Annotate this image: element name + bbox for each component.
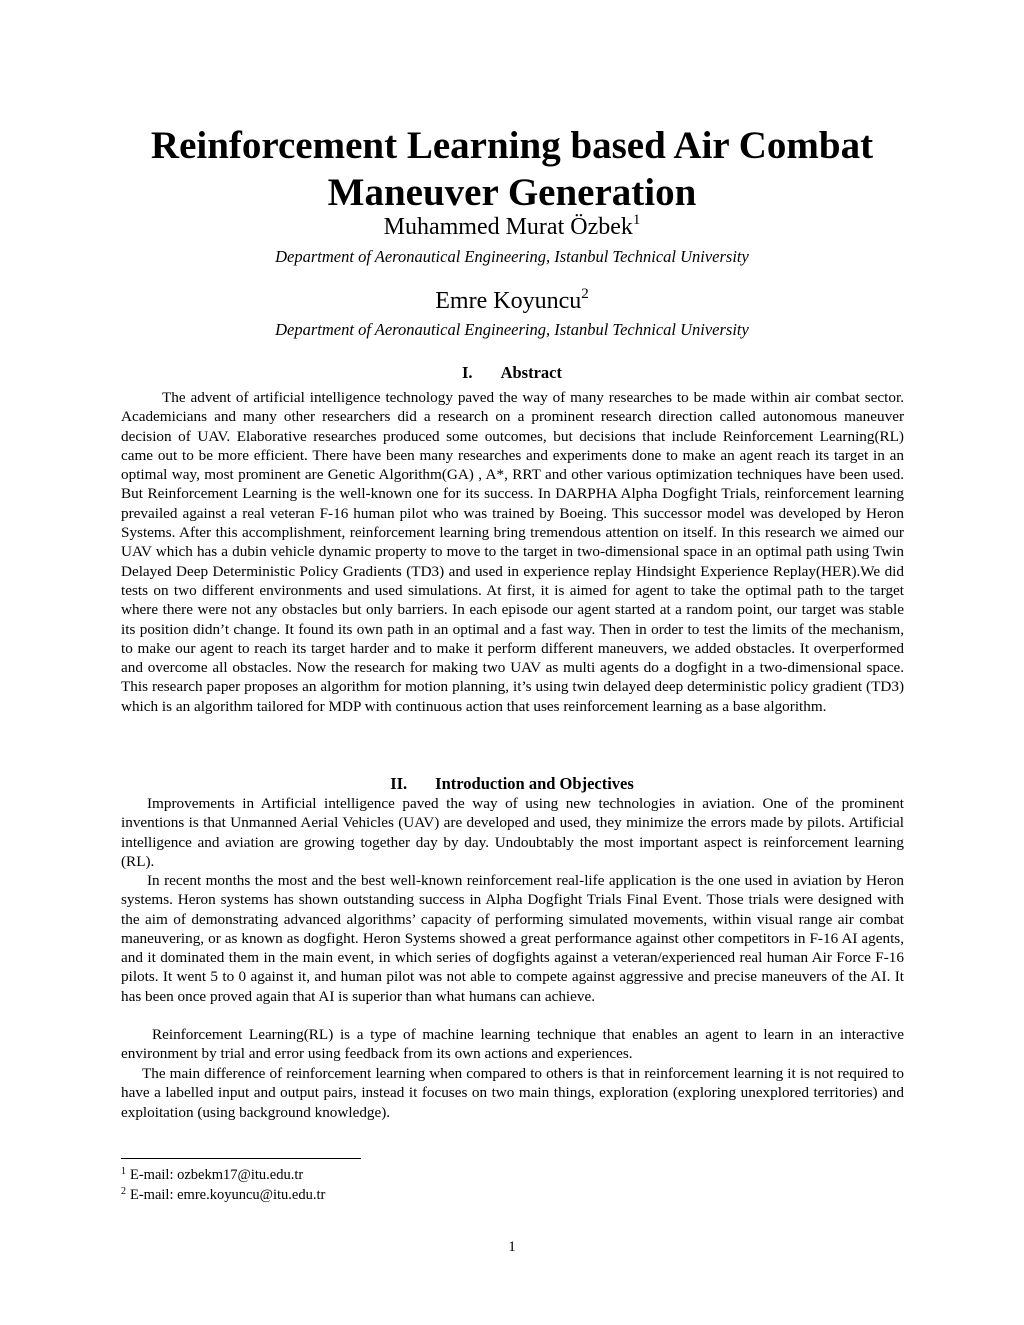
footnote-2	[121, 1186, 325, 1204]
footnote-text: E-mail: ozbekm17@itu.edu.tr	[130, 1167, 304, 1183]
footnote-text: E-mail: emre.koyuncu@itu.edu.tr	[130, 1187, 326, 1203]
footnote-divider	[121, 1158, 361, 1159]
intro-paragraph-2: In recent months the most and the best well-known reinforcement real-life application is the one used in aviation by Heron systems. Heron systems has shown outstanding success in Alpha Dogfight Trials Final Event. Those trials were designed with the aim of demonstrating advanced algorithms’ capacity of performing simulated movements, within visual range air combat maneuvering, or as known as dogfight. Heron Systems showed a great performance against other competitors in F-16 AI agents, and it dominated them in the main event, in which series of dogfights against a veteran/experienced real human Air Force F-16 pilots. It went 5 to 0 against it, and human pilot was not able to compete against aggressive and precise maneuvers of the AI. It has been once proved again that AI is superior than what humans can achieve.	[121, 872, 904, 1005]
paper-title: Reinforcement Learning based Air Combat Maneuver Generation	[150, 124, 874, 214]
intro-paragraph-4: The main difference of reinforcement learning when compared to others is that in reinforcement learning it is not required to have a labelled input and output pairs, instead it focuses on two main things, exploration (exploring unexplored territories) and exploitation (using background knowledge).	[121, 1065, 904, 1121]
section-heading-abstract	[120, 363, 904, 383]
section-heading-introduction	[120, 774, 904, 794]
author-2	[100, 286, 924, 316]
intro-paragraph-1: Improvements in Artificial intelligence paved the way of using new technologies in aviation. One of the prominent inventions is that Unmanned Aerial Vehicles (UAV) are developed and used, they minimize the errors made by pilots. Artificial intelligence and aviation are growing together day by day. Undoubtably the most important aspect is reinforcement learning (RL).	[121, 795, 904, 870]
section-number: I.	[462, 363, 473, 382]
intro-paragraph-3: Reinforcement Learning(RL) is a type of machine learning technique that enables an agent to learn in an interactive environment by trial and error using feedback from its own actions and experiences.	[121, 1026, 904, 1063]
author-2-affiliation: Department of Aeronautical Engineering, Istanbul Technical University	[275, 320, 749, 339]
author-2-name: Emre Koyuncu	[435, 288, 582, 314]
section-title: Abstract	[500, 363, 562, 382]
author-1-footnote-marker: 1	[632, 212, 641, 228]
section-number: II.	[390, 774, 408, 793]
page-number: 1	[508, 1239, 516, 1255]
abstract-paragraph: The advent of artificial intelligence technology paved the way of many researches to be made within air combat sector. Academicians and many other researchers did a research on a prominent research direction called autonomous maneuver decision of UAV. Elaborative researches produced some outcomes, but decisions that include Reinforcement Learning(RL) came out to be more efficient. There have been many researches and experiments done to make an agent reach its target in an optimal way, most prominent are Genetic Algorithm(GA) , A*, RRT and other various optimization techniques have been used. But Reinforcement Learning is the well-known one for its success. In DARPHA Alpha Dogfight Trials, reinforcement learning prevailed against a real veteran F-16 human pilot who was trained by Boeing. This successor model was developed by Heron Systems. After this accomplishment, reinforcement learning bring tremendous attention on itself. In this research we aimed our UAV which has a dubin vehicle dynamic property to move to the target in two-dimensional space in an optimal path using Twin Delayed Deep Deterministic Policy Gradients (TD3) and used in experience replay Hindsight Experience Replay(HER).We did tests on two different environments and used simulations. At first, it is aimed for agent to take the optimal path to the target where there were not any obstacles but only barriers. In each episode our agent started at a random point, our target was stable its position didn’t change. It found its own path in an optimal and a fast way. Then in order to test the limits of the mechanism, to make our agent to reach its target harder and to make it perform different maneuvers, we added obstacles. It overperformed and overcome all obstacles. Now the research for making two UAV as multi agents do a dogfight in a two-dimensional space. This research paper proposes an algorithm for motion planning, it’s using twin delayed deep deterministic policy gradient (TD3) which is an algorithm tailored for MDP with continuous action that uses reinforcement learning as a base algorithm.	[121, 389, 904, 715]
author-2-footnote-marker: 2	[581, 286, 589, 302]
author-1-affiliation: Department of Aeronautical Engineering, Istanbul Technical University	[275, 247, 749, 266]
footnote-marker: 2	[121, 1186, 126, 1197]
author-1-name: Muhammed Murat Özbek	[383, 214, 633, 240]
footnote-1	[121, 1166, 303, 1184]
author-1	[100, 212, 924, 242]
footnote-marker: 1	[121, 1166, 126, 1177]
section-title: Introduction and Objectives	[435, 774, 634, 793]
